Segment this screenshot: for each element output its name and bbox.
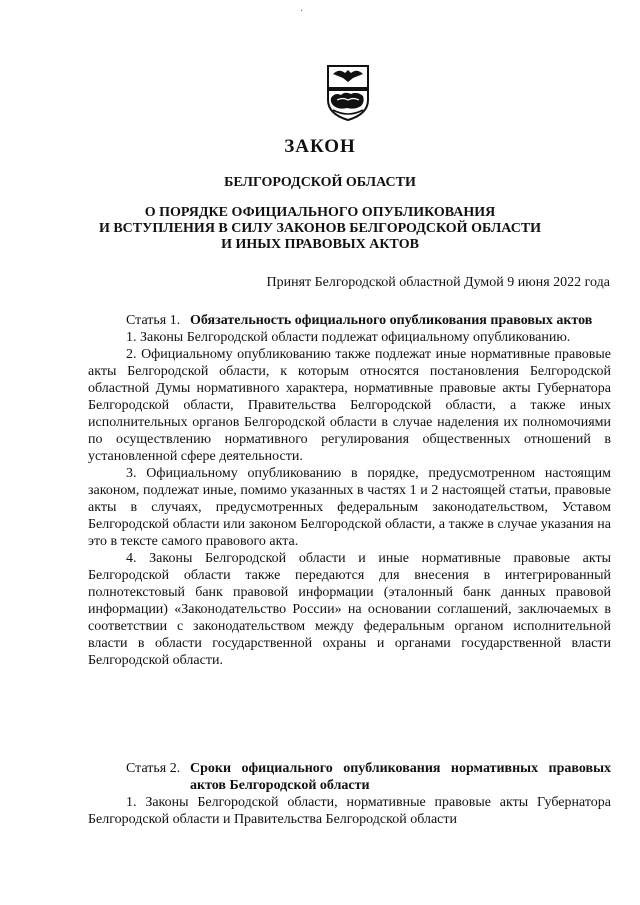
article-paragraph: 2. Официальному опубликованию также подлежат иные нормативные правовые акты Белгородской области, к которым относятся постановления Белгородской областной Думы нормативного характера, нормативные правовые акты Губернатора Белгородской области, Правительства Белгородской области, а также иных исполнительных органов Белгородской области в случае наделения их полномочиями по осуществлению нормативного регулирования общественных отношений в установленной сфере деятельности. — [88, 347, 611, 464]
coat-of-arms-emblem — [325, 64, 371, 122]
article-paragraph: 3. Официальному опубликованию в порядке, предусмотренном настоящим законом, подлежат иные, помимо указанных в частях 1 и 2 настоящей статьи, правовые акты в случаях, предусмотренных федеральным законодательством, Уставом Белгородской области или законом Белгородской области, а также в случае указания на это в тексте самого правового акта. — [88, 466, 611, 549]
region-heading: БЕЛГОРОДСКОЙ ОБЛАСТИ — [224, 175, 416, 190]
article-paragraph: 4. Законы Белгородской области и иные нормативные правовые акты Белгородской области также передаются для внесения в интегрированный полнотекстовый банк правовой информации (эталонный банк данных правовой информации) «Законодательство России» на основании соглашений, заключаемых в соответствии с законодательством между федеральным органом исполнительной власти в области государственной охраны и органами государственной власти Белгородской области. — [88, 551, 611, 668]
article-paragraph: 1. Законы Белгородской области, нормативные правовые акты Губернатора Белгородской области и Правительства Белгородской области — [88, 795, 611, 827]
article-number: Статья 1. — [126, 313, 181, 328]
scan-speck: · — [300, 6, 304, 17]
article-title: Обязательность официального опубликования правовых актов — [190, 313, 593, 328]
article-2 — [88, 760, 611, 828]
law-title-line: И ИНЫХ ПРАВОВЫХ АКТОВ — [221, 237, 419, 252]
document-type-title: ЗАКОН — [284, 136, 356, 157]
article-title: Сроки официального опубликования нормативных правовых актов Белгородской области — [190, 761, 611, 793]
article-number: Статья 2. — [126, 761, 181, 776]
article-paragraph: 1. Законы Белгородской области подлежат официальному опубликованию. — [126, 330, 571, 345]
law-title — [0, 205, 640, 253]
adoption-line: Принят Белгородской областной Думой 9 июня 2022 года — [266, 275, 610, 290]
article-heading — [88, 312, 611, 329]
law-title-line: И ВСТУПЛЕНИЯ В СИЛУ ЗАКОНОВ БЕЛГОРОДСКОЙ ОБЛАСТИ — [98, 221, 542, 236]
article-1 — [88, 312, 611, 669]
article-heading — [88, 760, 611, 794]
law-title-line: О ПОРЯДКЕ ОФИЦИАЛЬНОГО ОПУБЛИКОВАНИЯ — [144, 205, 496, 220]
